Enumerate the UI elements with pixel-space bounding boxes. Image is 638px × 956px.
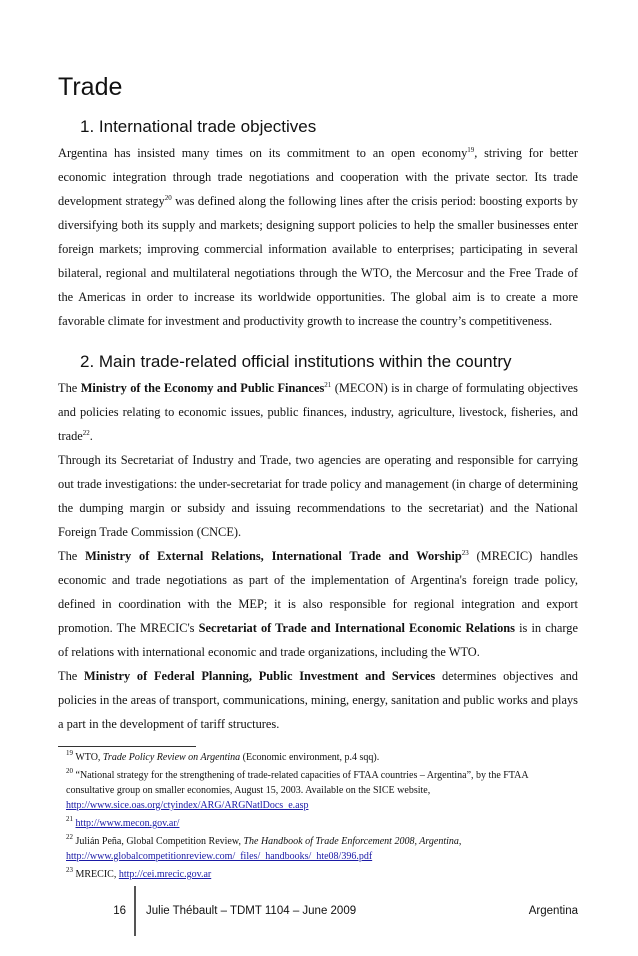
footnote-ref: 20: [164, 194, 172, 202]
paragraph: [58, 141, 578, 333]
footnote-divider: [58, 746, 196, 747]
footnote-number: 19: [66, 749, 73, 757]
text: The: [58, 549, 86, 563]
footnote-title: The Handbook of Trade Enforcement 2008, Argentina: [243, 836, 459, 847]
footnote: [66, 867, 578, 882]
bold-text: Ministry of the Economy and Public Finances: [80, 381, 325, 395]
footnote: [66, 834, 578, 864]
footer-author: Julie Thébault – TDMT 1104 – June 2009: [146, 905, 357, 917]
page-title: Trade: [58, 73, 123, 101]
footnote-link[interactable]: http://www.sice.oas.org/ctyindex/ARG/ARGNatlDocs_e.asp: [66, 800, 309, 811]
text: The: [58, 669, 85, 683]
footnote-link[interactable]: http://cei.mrecic.gov.ar: [118, 869, 212, 880]
footnote-number: 22: [66, 833, 73, 841]
footer-country: Argentina: [528, 905, 578, 917]
footnote-text: (Economic environment, p.4 sqq).: [240, 752, 380, 763]
text: (MRECIC) handles economic and trade negotiations as part of the implementation of Argentina's foreign trade policy, defined in coordination with the MEP; it is also responsible for regional integration and export promotion. The MRECIC's: [58, 549, 578, 635]
footnote-text: WTO,: [75, 752, 103, 763]
text: The: [58, 381, 81, 395]
footnote-ref: 23: [461, 549, 469, 557]
paragraph: [58, 376, 578, 448]
text: (MECON) is in charge of formulating objectives and policies relating to economic issues, public finances, industry, agriculture, livestock, fisheries, and trade: [58, 381, 578, 443]
section-heading-2: 2. Main trade-related official institutions within the country: [80, 352, 512, 371]
footnote-text: “National strategy for the strengthening of trade-related capacities of FTAA countries – Argentina”, by the FTAA consultative group on smaller economies, August 15, 2003. Available on the SICE website,: [66, 770, 529, 796]
text: Argentina has insisted many times on its commitment to an open economy: [58, 146, 468, 160]
bold-text: Secretariat of Trade and International Economic Relations: [198, 621, 516, 635]
page-number: 16: [113, 905, 126, 917]
footnote-text: ,: [458, 836, 462, 847]
text: is in charge of relations with international economic and trade organizations, including the WTO.: [58, 621, 578, 659]
text: was defined along the following lines after the crisis period: boosting exports by diversifying both its supply and markets; designing support policies to help the smaller businesses enter foreign markets; improving commercial information available to enterprises; participating in several bilateral, regional and multilateral negotiations through the WTO, the Mercosur and the Free Trade of the Americas in order to increase its worldwide opportunities. The global aim is to create a more favorable climate for investment and productivity growth to increase the country’s competitiveness.: [58, 194, 578, 328]
footnote: [66, 750, 578, 765]
footnote-title: Trade Policy Review on Argentina: [102, 752, 241, 763]
footnote-number: 23: [66, 866, 73, 874]
paragraph: [58, 664, 578, 736]
footnote-link[interactable]: http://www.globalcompetitionreview.com/_files/_handbooks/_hte08/396.pdf: [66, 851, 373, 862]
footnotes: [66, 750, 578, 882]
paragraph: [58, 544, 578, 664]
footnote-text: Julián Peña, Global Competition Review,: [75, 836, 244, 847]
footnote-ref: 21: [324, 381, 332, 389]
footnote: [66, 816, 578, 831]
text: Through its Secretariat of Industry and Trade, two agencies are operating and responsible for carrying out trade investigations: the under-secretariat for trade policy and management (in charge of determining the dumping margin or subsidy and issuing recommendations to the secretariat) and the National Foreign Trade Commission (CNCE).: [58, 453, 578, 539]
text: determines objectives and policies in the areas of transport, communications, mining, energy, sanitation and public works and plays a part in the development of tariff structures.: [58, 669, 578, 731]
bold-text: Ministry of External Relations, International Trade and Worship: [85, 549, 462, 563]
footnote-ref: 22: [82, 429, 90, 437]
footnote-number: 20: [66, 767, 73, 775]
section-heading-1: 1. International trade objectives: [80, 117, 317, 136]
paragraph: [58, 448, 578, 544]
text: .: [89, 429, 93, 443]
page-footer: [58, 886, 578, 936]
footer-divider: [134, 886, 136, 936]
bold-text: Ministry of Federal Planning, Public Investment and Services: [84, 669, 436, 683]
text: , striving for better economic integration through trade negotiations and cooperation with the private sector. Its trade development strategy: [58, 146, 578, 208]
footnote: [66, 768, 578, 813]
footnote-ref: 19: [467, 146, 475, 154]
footnote-text: MRECIC,: [75, 869, 119, 880]
section-2-body: [58, 376, 578, 736]
footnote-link[interactable]: http://www.mecon.gov.ar/: [75, 818, 180, 829]
footnote-number: 21: [66, 815, 73, 823]
